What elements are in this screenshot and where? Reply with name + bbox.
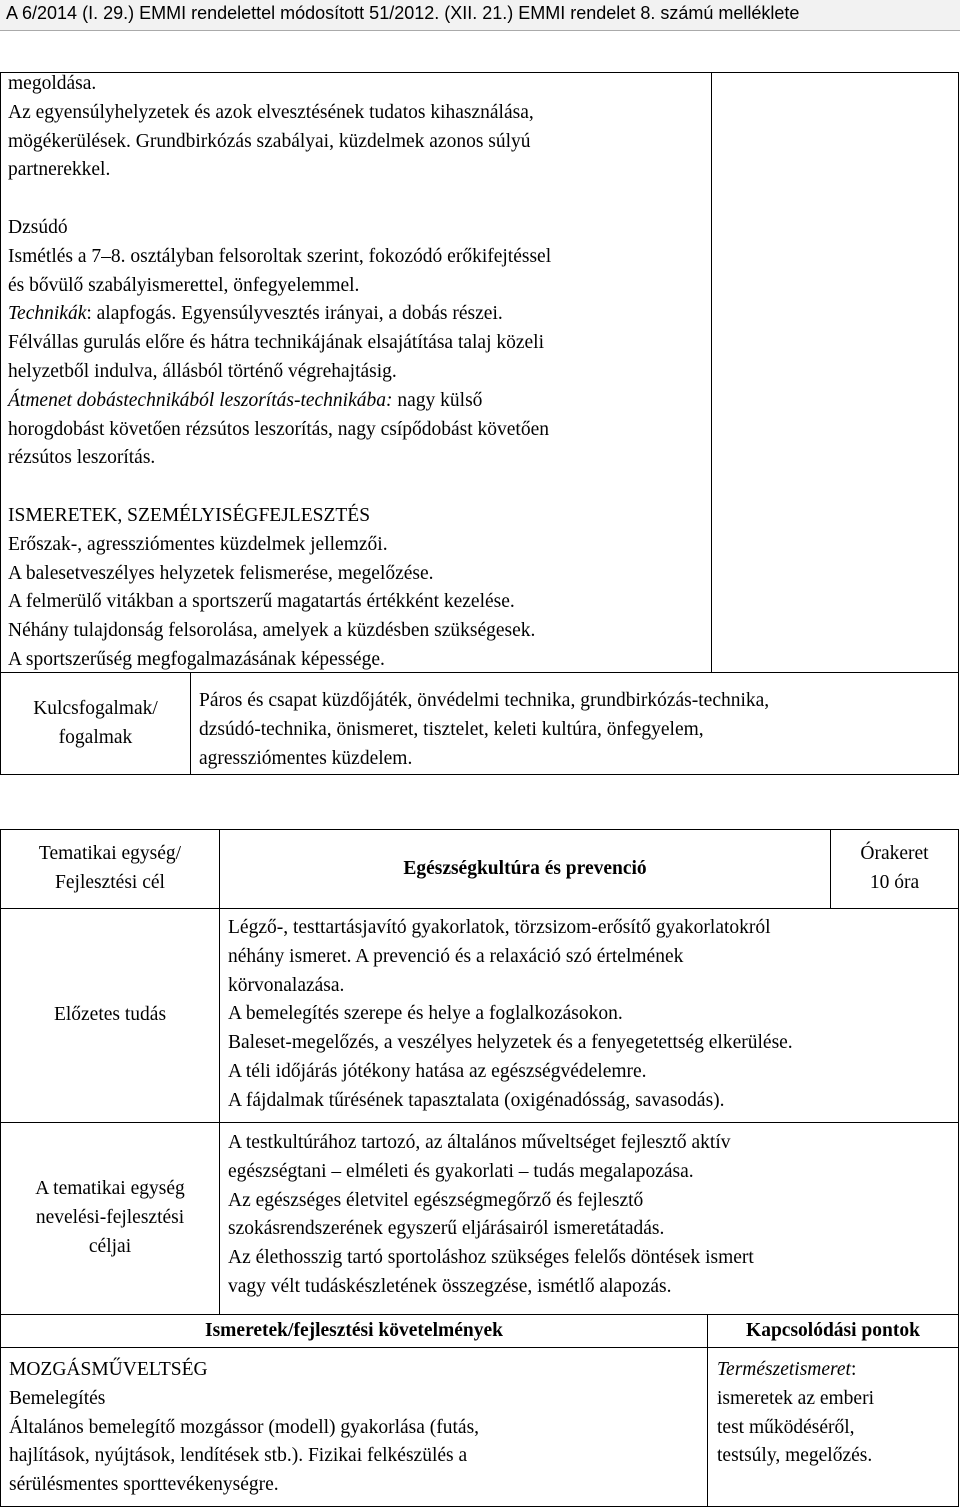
prior-line: körvonalazása.	[228, 974, 345, 996]
theme-label: Fejlesztési cél	[55, 872, 165, 893]
goals-content-cell	[219, 1122, 959, 1315]
key-concepts-text: agressziómentes küzdelem.	[199, 747, 413, 769]
text-line: A felmerülő vitákban a sportszerű magatartás értékként kezelése.	[8, 591, 515, 613]
goals-label: nevelési-fejlesztési	[35, 1207, 185, 1229]
text-line: A sportszerűség megfogalmazásának képessége.	[8, 648, 385, 670]
theme-label: Tematikai egység/	[38, 843, 182, 865]
text-line: partnerekkel.	[8, 159, 111, 181]
text-line: és bővülő szabályismerettel, önfegyelemmel.	[8, 274, 360, 296]
text-line: Néhány tulajdonság felsorolása, amelyek a küzdésben szükségesek.	[8, 620, 536, 642]
links-line: ismeretek az emberi	[717, 1387, 874, 1409]
prior-label: Előzetes tudás	[53, 1004, 167, 1026]
key-concepts-label-cell	[0, 672, 191, 775]
text-line: rézsútos leszorítás.	[8, 447, 156, 469]
key-concepts-text: dzsúdó-technika, önismeret, tisztelet, keleti kultúra, önfegyelem,	[199, 718, 704, 740]
theme-title-cell	[219, 829, 831, 909]
prior-line: A téli időjárás jótékony hatása az egészségvédelemre.	[228, 1060, 647, 1082]
links-colon: :	[850, 1359, 857, 1380]
prior-line: Baleset-megelőzés, a veszélyes helyzetek és a fenyegetettség elkerülése.	[228, 1032, 793, 1054]
goals-line: Az élethosszig tartó sportoláshoz szükséges felelős döntések ismert	[228, 1247, 754, 1269]
key-concepts-cell	[190, 672, 959, 775]
requirements-header: Ismeretek/fejlesztési követelmények	[205, 1319, 503, 1341]
prior-content-cell	[219, 908, 959, 1123]
text-line	[8, 300, 708, 329]
key-concepts-label: Kulcsfogalmak/	[33, 697, 158, 719]
section-title: ISMERETEK, SZEMÉLYISÉGFEJLESZTÉS	[8, 504, 371, 526]
document-header	[0, 0, 960, 31]
goals-line: szokásrendszerének egyszerű eljárásairól ismeretátadás.	[228, 1218, 665, 1240]
text-line: horogdobást követően rézsútos leszorítás, nagy csípődobást követően	[8, 418, 550, 440]
requirements-cell	[0, 1347, 708, 1507]
text-line	[8, 387, 708, 416]
text-line: megoldása.	[8, 73, 97, 94]
links-cell	[707, 1347, 959, 1507]
header-text: A 6/2014 (I. 29.) EMMI rendelettel módosított 51/2012. (XII. 21.) EMMI rendelet 8. számú melléklete	[6, 3, 800, 23]
hours-value: 10 óra	[869, 872, 920, 893]
prior-line: Légző-, testtartásjavító gyakorlatok, törzsizom-erősítő gyakorlatokról	[228, 917, 771, 938]
theme-title: Egészségkultúra és prevenció	[403, 857, 647, 879]
text-line: Ismétlés a 7–8. osztályban felsoroltak szerint, fokozódó erőkifejtéssel	[8, 245, 552, 267]
requirements-line: hajlítások, nyújtások, lendítések stb.). Fizikai felkészülés a	[9, 1445, 468, 1467]
requirements-line: Bemelegítés	[9, 1387, 106, 1409]
prior-label-cell	[0, 908, 220, 1123]
prior-line: néhány ismeret. A prevenció és a relaxáció szó értelmének	[228, 945, 684, 967]
goals-label: A tematikai egység	[35, 1178, 185, 1200]
links-header-cell	[707, 1314, 959, 1348]
links-subject: Természetismeret	[717, 1359, 851, 1380]
content-text	[8, 70, 708, 675]
theme-label-cell	[0, 829, 220, 909]
requirements-line: Általános bemelegítő mozgássor (modell) gyakorlása (futás,	[9, 1416, 480, 1438]
technique-label: Technikák	[8, 303, 87, 325]
text-line: mögékerülések. Grundbirkózás szabályai, küzdelmek azonos súlyú	[8, 130, 531, 152]
text-line: Erőszak-, agressziómentes küzdelmek jellemzői.	[8, 533, 388, 555]
goals-label: céljai	[88, 1235, 132, 1257]
transition-label: Átmenet dobástechnikából leszorítás-technikába:	[8, 389, 393, 411]
key-concepts-text: Páros és csapat küzdőjáték, önvédelmi technika, grundbirkózás-technika,	[199, 690, 770, 711]
goals-line: A testkultúrához tartozó, az általános műveltséget fejlesztő aktív	[228, 1132, 731, 1153]
hours-label: Órakeret	[860, 843, 929, 865]
text-line: A balesetveszélyes helyzetek felismerése, megelőzése.	[8, 562, 434, 584]
requirements-header-cell	[0, 1314, 708, 1348]
section-title: Dzsúdó	[8, 216, 68, 238]
links-line	[717, 1356, 874, 1385]
key-concepts-label: fogalmak	[58, 726, 133, 748]
links-line: testsúly, megelőzés.	[717, 1445, 873, 1467]
side-cell	[711, 72, 959, 673]
goals-line: vagy vélt tudáskészletének összegzése, ismétlő alapozás.	[228, 1275, 672, 1297]
requirements-line: MOZGÁSMŰVELTSÉG	[9, 1359, 208, 1380]
text-line: Az egyensúlyhelyzetek és azok elvesztésének tudatos kihasználása,	[8, 101, 534, 123]
links-line: test működéséről,	[717, 1416, 855, 1438]
prior-line: A bemelegítés szerepe és helye a foglalkozásokon.	[228, 1003, 623, 1025]
prior-line: A fájdalmak tűrésének tapasztalata (oxigénadósság, savasodás).	[228, 1089, 725, 1111]
goals-line: egészségtani – elméleti és gyakorlati – tudás megalapozása.	[228, 1160, 694, 1182]
goals-label-cell	[0, 1122, 220, 1315]
technique-text: : alapfogás. Egyensúlyvesztés irányai, a dobás részei.	[86, 303, 503, 325]
transition-text: nagy külső	[392, 389, 483, 411]
text-line: Félvállas gurulás előre és hátra technikájának elsajátítása talaj közeli	[8, 332, 545, 354]
text-line: helyzetből indulva, állásból történő végrehajtásig.	[8, 360, 397, 382]
goals-line: Az egészséges életvitel egészségmegőrző és fejlesztő	[228, 1189, 644, 1211]
hours-cell	[830, 829, 959, 909]
links-header: Kapcsolódási pontok	[746, 1319, 920, 1341]
requirements-line: sérülésmentes sporttevékenységre.	[9, 1474, 279, 1496]
